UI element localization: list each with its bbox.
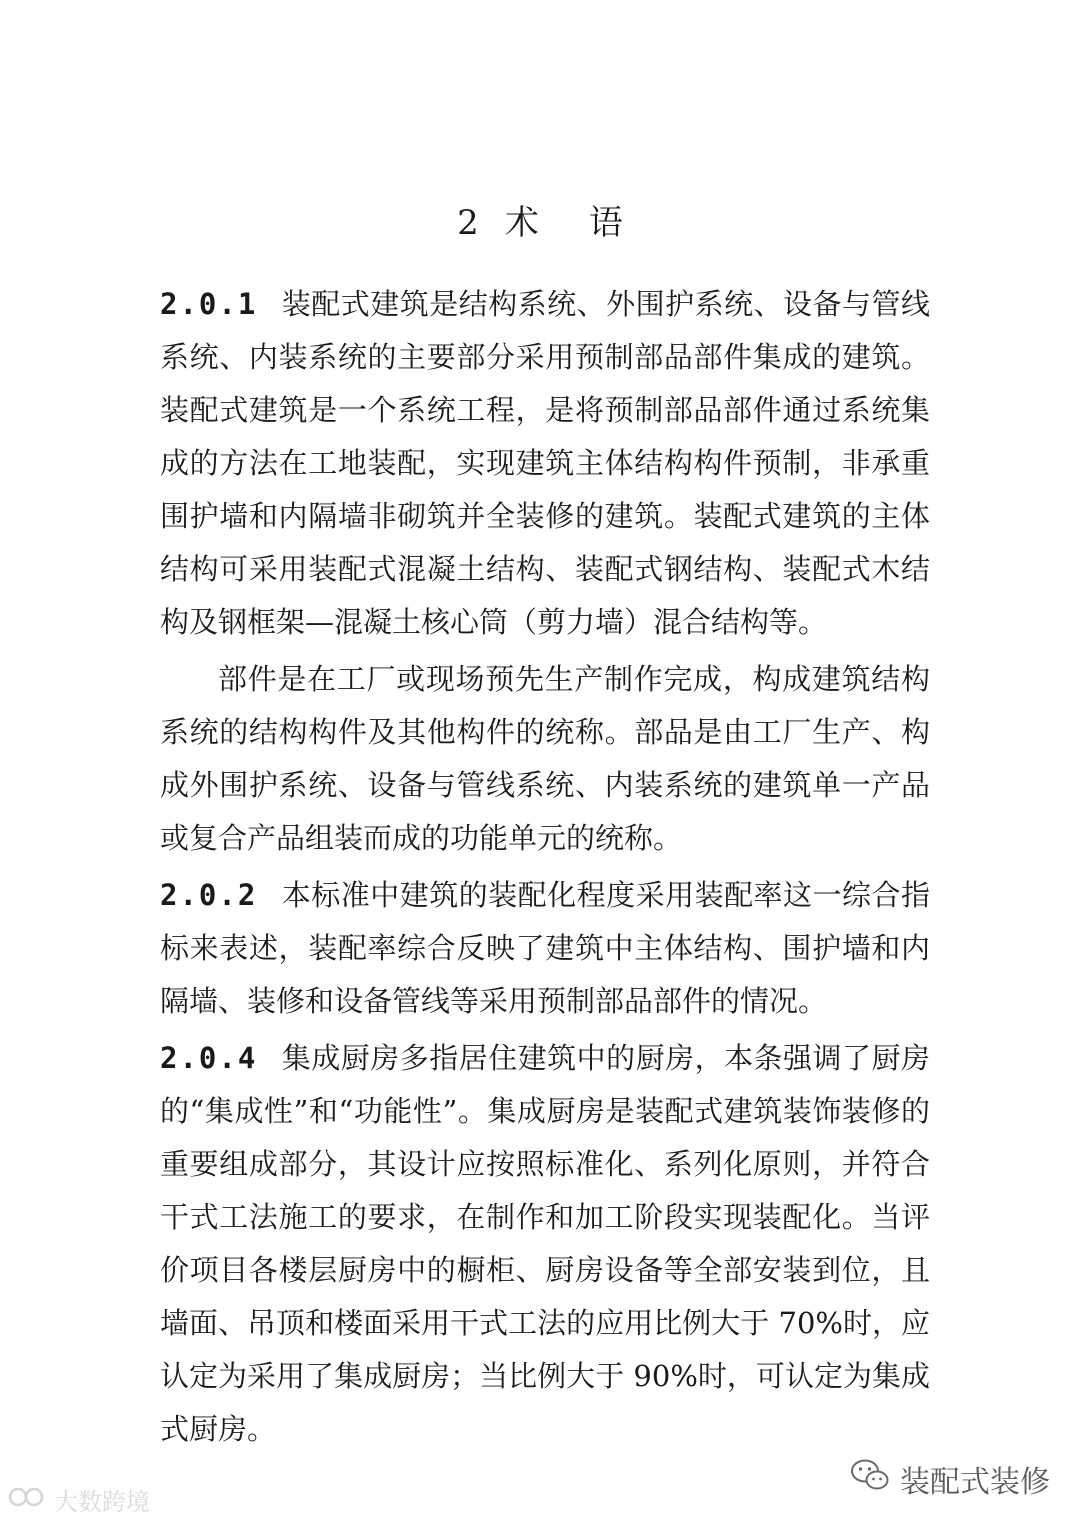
heading-number: 2	[457, 203, 479, 243]
heading-word-2: 语	[588, 203, 623, 243]
watermark-left	[8, 1482, 150, 1517]
watermark-left-text: 大数跨境	[54, 1488, 150, 1516]
logo-icon	[8, 1485, 48, 1515]
watermark-right-text: 装配式装修	[900, 1465, 1050, 1500]
paragraph-2-0-1	[160, 278, 930, 649]
paragraph-text: 部件是在工厂或现场预先生产制作完成，构成建筑结构系统的结构构件及其他构件的统称。部品是由工厂生产、构成外围护系统、设备与管线系统、内装系统的建筑单一产品或复合产品组装而成的功能单元的统称。	[160, 662, 930, 855]
paragraph-text: 集成厨房多指居住建筑中的厨房，本条强调了厨房的“集成性”和“功能性”。集成厨房是装配式建筑装饰装修的重要组成部分，其设计应按照标准化、系列化原则，并符合干式工法施工的要求，在制作和加工阶段实现装配化。当评价项目各楼层厨房中的橱柜、厨房设备等全部安装到位，且墙面、吊顶和楼面采用干式工法的应用比例大于 70%时，应认定为采用了集成厨房；当比例大于 90%时，可认定为集成式厨房。	[160, 1041, 930, 1446]
document-body	[160, 278, 930, 1456]
section-heading	[0, 195, 1080, 244]
clause-number: 2.0.4	[160, 1041, 258, 1075]
clause-number: 2.0.2	[160, 878, 258, 912]
wechat-icon	[850, 1458, 890, 1500]
paragraph-continuation	[160, 653, 930, 865]
paragraph-2-0-4	[160, 1032, 930, 1456]
paragraph-2-0-2	[160, 869, 930, 1028]
paragraph-text: 本标准中建筑的装配化程度采用装配率这一综合指标来表述，装配率综合反映了建筑中主体结构、围护墙和内隔墙、装修和设备管线等采用预制部品部件的情况。	[160, 878, 930, 1018]
paragraph-text: 装配式建筑是结构系统、外围护系统、设备与管线系统、内装系统的主要部分采用预制部品部件集成的建筑。装配式建筑是一个系统工程，是将预制部品部件通过系统集成的方法在工地装配，实现建筑主体结构构件预制，非承重围护墙和内隔墙非砌筑并全装修的建筑。装配式建筑的主体结构可采用装配式混凝土结构、装配式钢结构、装配式木结构及钢框架—混凝土核心筒（剪力墙）混合结构等。	[160, 287, 930, 639]
watermark-right	[850, 1457, 1050, 1501]
clause-number: 2.0.1	[160, 287, 258, 321]
heading-word-1: 术	[504, 203, 539, 243]
